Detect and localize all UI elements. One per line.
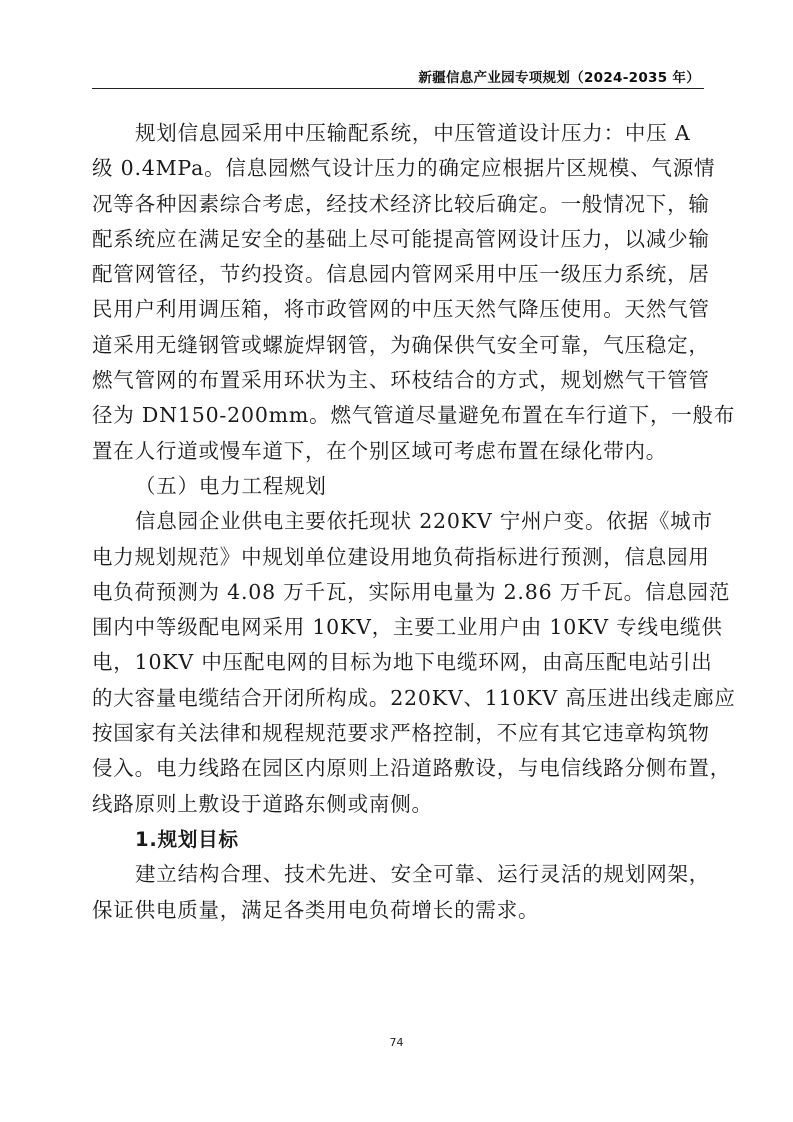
paragraph-line: 配系统应在满足安全的基础上尽可能提高管网设计压力，以减少输 <box>92 226 710 251</box>
header-rule <box>92 88 704 89</box>
paragraph-line: 建立结构合理、技术先进、安全可靠、运行灵活的规划网架， <box>135 862 711 887</box>
paragraph-line: 置在人行道或慢车道下，在个别区域可考虑布置在绿化带内。 <box>92 438 668 463</box>
paragraph-line: 的大容量电缆结合开闭所构成。220KV、110KV 高压进出线走廊应 <box>92 685 736 710</box>
paragraph-line: 电力规划规范》中规划单位建设用地负荷指标进行预测，信息园用 <box>92 544 710 569</box>
paragraph-line: 信息园企业供电主要依托现状 220KV 宁州户变。依据《城市 <box>135 509 713 534</box>
paragraph-line: 民用户利用调压箱，将市政管网的中压天然气降压使用。天然气管 <box>92 297 710 322</box>
paragraph-line: 电，10KV 中压配电网的目标为地下电缆环网，由高压配电站引出 <box>92 650 713 675</box>
paragraph-line: 按国家有关法律和规程规范要求严格控制，不应有其它违章构筑物 <box>92 721 710 746</box>
paragraph-line: 围内中等级配电网采用 10KV，主要工业用户由 10KV 专线电缆供 <box>92 615 723 640</box>
paragraph-line: 规划信息园采用中压输配系统，中压管道设计压力：中压 A <box>135 121 691 145</box>
page-body <box>92 116 736 928</box>
running-header: 新疆信息产业园专项规划（2024-2035 年） <box>418 70 700 86</box>
paragraph-line: 道采用无缝钢管或螺旋焊钢管，为确保供气安全可靠，气压稳定， <box>92 332 710 357</box>
planning-goal-paragraph <box>92 857 711 928</box>
page-number: 74 <box>389 1036 404 1049</box>
paragraph-line: 配管网管径，节约投资。信息园内管网采用中压一级压力系统，居 <box>92 262 710 287</box>
paragraph-line: 线路原则上敷设于道路东侧或南侧。 <box>92 791 433 816</box>
paragraph-line: 保证供电质量，满足各类用电负荷增长的需求。 <box>92 897 540 922</box>
paragraph-line: 电负荷预测为 4.08 万千瓦，实际用电量为 2.86 万千瓦。信息园范 <box>92 579 731 604</box>
paragraph-line: 级 0.4MPa。信息园燃气设计压力的确定应根据片区规模、气源情 <box>92 156 716 181</box>
gas-system-paragraph <box>92 116 736 469</box>
paragraph-line: 径为 DN150-200mm。燃气管道尽量避免布置在车行道下，一般布 <box>92 403 736 428</box>
paragraph-line: 侵入。电力线路在园区内原则上沿道路敷设，与电信线路分侧布置， <box>92 756 731 781</box>
subsection-heading: 1.规划目标 <box>135 827 239 851</box>
power-plan-paragraph <box>92 504 736 822</box>
paragraph-line: 燃气管网的布置采用环状为主、环枝结合的方式，规划燃气干管管 <box>92 368 710 393</box>
section-heading: （五）电力工程规划 <box>135 473 327 498</box>
paragraph-line: 况等各种因素综合考虑，经技术经济比较后确定。一般情况下，输 <box>92 191 710 216</box>
